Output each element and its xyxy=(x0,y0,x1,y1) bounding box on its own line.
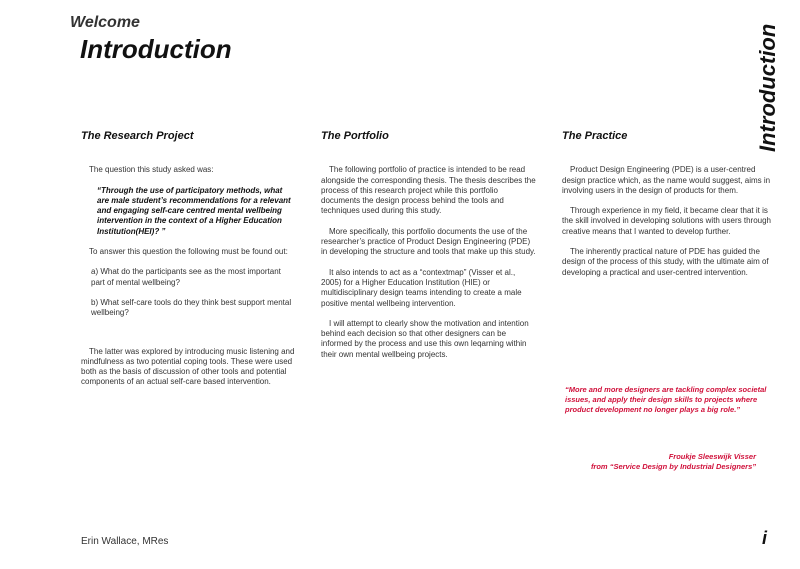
research-question-b: b) What self-care tools do they think best support mental wellbeing? xyxy=(91,297,292,318)
practice-column xyxy=(562,131,777,288)
footer-author: Erin Wallace, MRes xyxy=(81,536,169,547)
portfolio-heading: The Portfolio xyxy=(321,130,389,142)
portfolio-paragraph-2: More specifically, this portfolio documents the use of the researcher’s practice of Product Design Engineering (PDE) in developing the structure and tools that make up this study. xyxy=(321,226,536,257)
side-title: Introduction xyxy=(755,23,780,152)
quote-attribution xyxy=(560,452,756,472)
research-question-quote: “Through the use of participatory methods, what are male student’s recommendations for a relevant and engaging self-care centred mental wellbeing intervention in the context of a Higher Education Institution(HEI)? ” xyxy=(97,185,291,236)
attribution-name: Froukje Sleeswijk Visser xyxy=(668,452,756,461)
practice-paragraph-3: The inherently practical nature of PDE has guided the design of the process of this study, with the ultimate aim of developing a practical and user-centred intervention. xyxy=(562,247,769,277)
research-project-column xyxy=(81,131,296,398)
research-intro: The question this study asked was: xyxy=(89,165,214,175)
practice-paragraph-1: Product Design Engineering (PDE) is a user-centred design practice which, as the name would suggest, aims in involving users in the design of products for them. xyxy=(562,165,771,195)
research-closing: The latter was explored by introducing music listening and mindfulness as two potential coping tools. These were used both as the basis of discussion of other tools and potential components of an actual self-care based intervention. xyxy=(81,346,295,387)
practice-quote: “More and more designers are tackling complex societal issues, and apply their design skills to projects where product development no longer plays a big role.” xyxy=(565,385,767,414)
portfolio-paragraph-4: I will attempt to clearly show the motivation and intention behind each decision so that other designers can be informed by the process and use this own leqarning within their own mental wellbeing projects. xyxy=(321,318,529,359)
research-lead: To answer this question the following must be found out: xyxy=(89,247,288,257)
page-number: i xyxy=(762,528,768,548)
welcome-label: Welcome xyxy=(70,14,140,31)
page-title: Introduction xyxy=(80,34,232,64)
practice-heading: The Practice xyxy=(562,130,628,142)
portfolio-paragraph-1: The following portfolio of practice is intended to be read alongside the corresponding thesis. The thesis describes the process of this research project while this portfolio documents the design process behind the tools and techniques used during this study. xyxy=(321,165,536,216)
research-question-a: a) What do the participants see as the most important part of mental wellbeing? xyxy=(91,267,281,287)
research-project-heading: The Research Project xyxy=(81,130,194,142)
portfolio-paragraph-3: It also intends to act as a “contextmap” (Visser et al., 2005) for a Higher Education Institution (HIE) or multidisciplinary design teams intending to create a male positive mental wellbeing intervention. xyxy=(321,267,522,308)
portfolio-column xyxy=(321,131,536,370)
attribution-source: from “Service Design by Industrial Designers” xyxy=(590,462,756,471)
practice-paragraph-2: Through experience in my field, it became clear that it is the skill involved in developing solutions with users through creative means that I wanted to develop further. xyxy=(562,206,772,236)
